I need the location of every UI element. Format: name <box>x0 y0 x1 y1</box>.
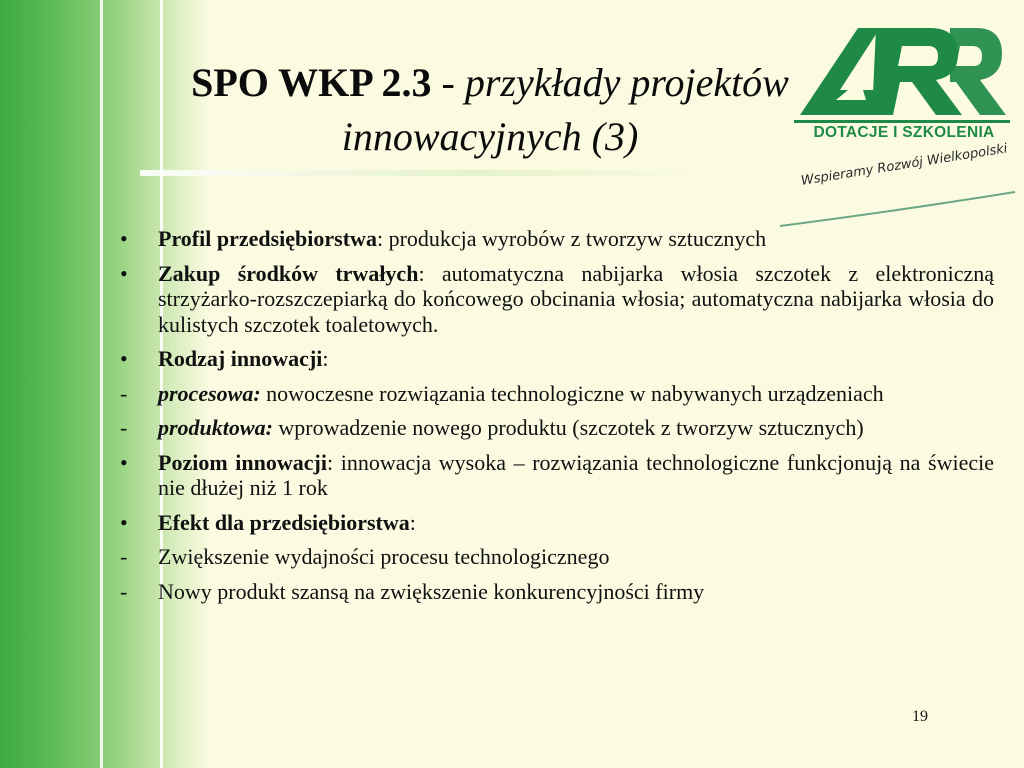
page-number: 19 <box>912 708 928 725</box>
item-label: produktowa: <box>158 415 273 440</box>
item-separator: : <box>326 449 341 475</box>
item-label: Rodzaj innowacji <box>158 346 323 371</box>
title-italic-2: innowacyjnych (3) <box>341 114 639 159</box>
list-item <box>114 226 994 252</box>
item-text: wprowadzenie nowego produktu (szczotek z tworzyw sztucznych) <box>278 415 864 440</box>
item-label: Poziom innowacji <box>158 449 327 475</box>
logo-tagline: DOTACJE I SZKOLENIA <box>813 124 995 141</box>
item-text: nowoczesne rozwiązania technologiczne w nabywanych urządzeniach <box>266 380 884 406</box>
item-label: Zakup środków trwałych <box>158 260 419 286</box>
title-underline <box>140 170 700 176</box>
bullet-icon: • <box>120 449 128 475</box>
item-text: produkcja wyrobów z tworzyw sztucznych <box>388 226 767 251</box>
item-label: Efekt dla przedsiębiorstwa <box>158 509 410 535</box>
item-text: Nowy produkt szansą na zwiększenie konkurencyjności firmy <box>158 578 705 604</box>
dash-marker: - <box>120 380 128 406</box>
item-label: Profil przedsiębiorstwa <box>158 226 377 251</box>
slogan-swoosh <box>770 190 1020 230</box>
bullet-icon: • <box>120 509 128 535</box>
bullet-icon: • <box>120 226 128 251</box>
list-item <box>114 381 994 407</box>
list-item <box>114 346 994 372</box>
list-item <box>114 510 994 536</box>
item-separator: : <box>376 226 389 251</box>
list-item <box>114 450 994 501</box>
list-item <box>114 544 994 570</box>
list-item <box>114 261 994 338</box>
slide-title <box>100 56 880 164</box>
bullet-list <box>114 226 994 613</box>
item-label: procesowa: <box>158 380 261 406</box>
item-separator: : <box>418 260 442 286</box>
dash-marker: - <box>120 578 128 604</box>
bullet-icon: • <box>120 260 128 286</box>
dash-marker: - <box>120 544 128 569</box>
title-italic-1: przykłady projektów <box>464 60 789 105</box>
item-separator: : <box>409 509 416 535</box>
item-text: automatyczna nabijarka włosia szczotek z elektroniczną strzyżarko-rozszczepiarką do końcowego obcinania włosia; automatyczna nabijarka włosia do kulistych szczotek toaletowych. <box>158 260 994 337</box>
logo-slogan: Wspieramy Rozwój Wielkopolski <box>800 141 1009 189</box>
item-text: Zwiększenie wydajności procesu technologicznego <box>158 544 610 569</box>
item-text: innowacja wysoka – rozwiązania technologiczne funkcjonują na świecie nie dłużej niż 1 rok <box>158 449 994 500</box>
bullet-icon: • <box>120 346 128 371</box>
list-item <box>114 415 994 441</box>
dash-marker: - <box>120 415 128 440</box>
list-item <box>114 579 994 605</box>
item-separator: : <box>322 346 329 371</box>
title-separator: - <box>431 60 465 105</box>
title-bold: SPO WKP 2.3 <box>191 60 432 105</box>
